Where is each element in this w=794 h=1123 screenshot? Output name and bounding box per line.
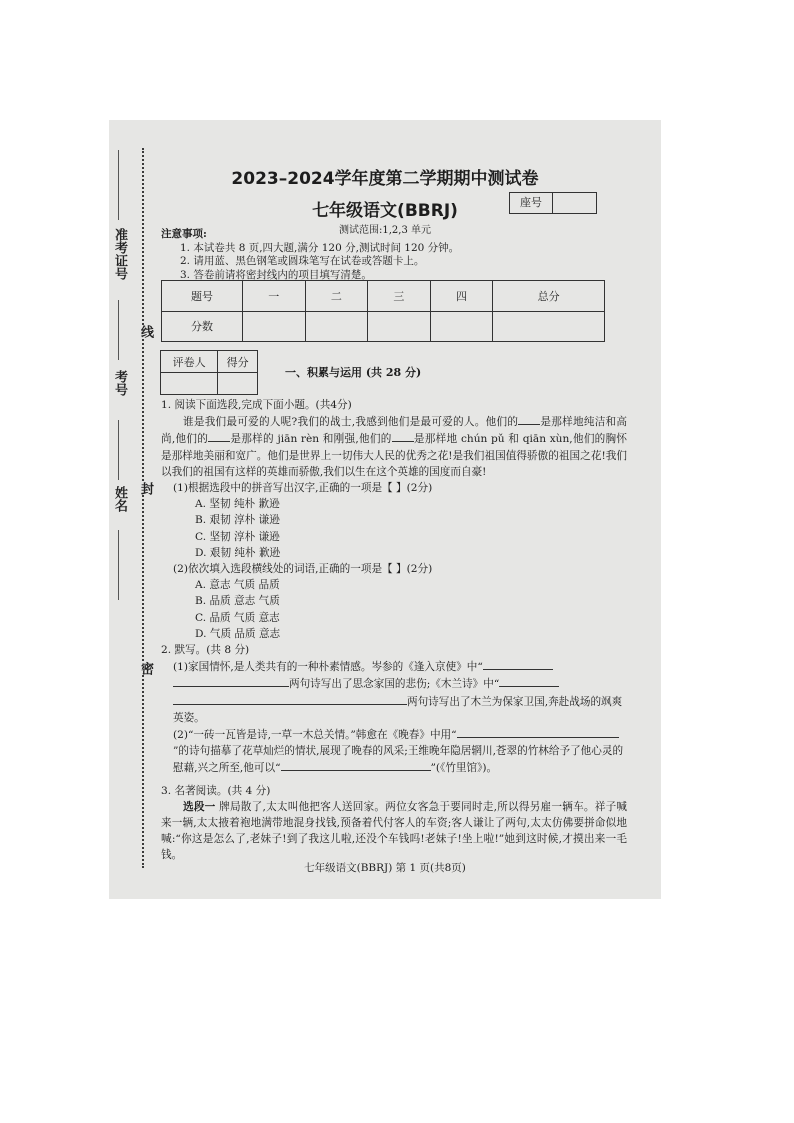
score-col-header: 总分 bbox=[493, 281, 605, 312]
seal-feng-label: 封 bbox=[138, 482, 153, 495]
option[interactable]: D. 气质 品质 意志 bbox=[195, 627, 281, 640]
prompt-text: (2)“一砖一瓦皆是诗,一草一木总关情。”韩愈在《晚春》中用“ bbox=[173, 729, 457, 742]
passage-text: 是那样的 jiān rèn 和刚强,他们的 bbox=[230, 433, 392, 446]
question-2-title: 2. 默写。(共 8 分) bbox=[161, 644, 250, 657]
section-heading: 一、积累与运用 (共 28 分) bbox=[285, 366, 422, 379]
option[interactable]: C. 品质 气质 意志 bbox=[195, 611, 280, 624]
note-item: 2. 请用蓝、黑色钢笔或圆珠笔写在试卷或答题卡上。 bbox=[180, 255, 425, 267]
seat-number-field[interactable] bbox=[553, 193, 596, 213]
answer-blank[interactable] bbox=[351, 759, 431, 771]
question-1-sub1: (1)根据选段中的拼音写出汉字,正确的一项是【 】(2分) bbox=[173, 482, 433, 495]
question-1-sub2-options bbox=[161, 577, 627, 642]
question-1-passage bbox=[161, 413, 627, 480]
question-2-sub1 bbox=[161, 658, 627, 726]
grader-table bbox=[160, 350, 258, 395]
exam-paper bbox=[109, 120, 661, 899]
binding-rule bbox=[118, 420, 119, 480]
passage-text: 是那样地纯洁和高尚,他们的 bbox=[161, 416, 627, 446]
binding-label-exam-id: 准考证号 bbox=[112, 228, 127, 280]
score-cell[interactable] bbox=[305, 311, 368, 342]
prompt-text: 两句诗写出了思念家国的悲伤;《木兰诗》中“ bbox=[289, 678, 500, 691]
seal-dotted-line bbox=[142, 148, 144, 868]
prompt-text: ”的诗句描摹了花草灿烂的情状,展现了晚春的风采;王维晚年隐居辋川,苍翠的竹林给予了他心灵的慰藉,兴之所至,他可以“ bbox=[173, 745, 624, 775]
answer-blank[interactable] bbox=[483, 658, 553, 670]
excerpt-label: 选段一 bbox=[183, 800, 216, 813]
question-3-excerpt bbox=[161, 799, 627, 864]
passage-blank[interactable] bbox=[392, 430, 414, 442]
exam-subtitle: 七年级语文(BBRJ) bbox=[312, 201, 458, 221]
page-footer: 七年级语文(BBRJ) 第 1 页(共8页) bbox=[304, 862, 466, 874]
grader-label: 评卷人 bbox=[161, 351, 218, 373]
answer-blank[interactable] bbox=[529, 726, 619, 738]
option[interactable]: A. 坚韧 纯朴 歉逊 bbox=[195, 498, 280, 511]
score-col-header: 二 bbox=[305, 281, 368, 312]
answer-blank[interactable] bbox=[173, 675, 289, 687]
prompt-text: ”(《竹里馆》)。 bbox=[430, 762, 498, 775]
score-cell[interactable] bbox=[430, 311, 493, 342]
binding-margin bbox=[109, 120, 153, 899]
score-cell[interactable] bbox=[243, 311, 306, 342]
score-col-header: 四 bbox=[430, 281, 493, 312]
question-1-sub2: (2)依次填入选段横线处的词语,正确的一项是【 】(2分) bbox=[173, 563, 433, 576]
score-col-header: 一 bbox=[243, 281, 306, 312]
answer-blank[interactable] bbox=[281, 759, 351, 771]
grader-score-cell[interactable] bbox=[218, 373, 258, 395]
passage-blank[interactable] bbox=[518, 413, 540, 425]
grader-score-label: 得分 bbox=[218, 351, 258, 373]
passage-blank[interactable] bbox=[208, 430, 230, 442]
note-item: 1. 本试卷共 8 页,四大题,满分 120 分,测试时间 120 分钟。 bbox=[180, 241, 460, 254]
score-table bbox=[161, 280, 605, 342]
question-2-sub2 bbox=[161, 726, 627, 777]
score-row-label: 分数 bbox=[162, 311, 243, 342]
option[interactable]: D. 艰韧 纯朴 歉逊 bbox=[195, 546, 281, 559]
exam-title: 2023–2024学年度第二学期期中测试卷 bbox=[231, 169, 539, 189]
option[interactable]: A. 意志 气质 品质 bbox=[195, 579, 280, 592]
excerpt-text: 牌局散了,太太叫他把客人送回家。两位女客急于要同时走,所以得另雇一辆车。祥子喊来一辆,太太掖着袍地满带地混身找钱,预备着代付客人的车资;客人谦让了两句,太太仿佛要拼命似地喊:“你这是怎么了,老妹子!到了我这儿啦,还没个车钱吗!老妹子!坐上啦!”她到这时候,才摸出来一毛钱。 bbox=[161, 800, 628, 862]
exam-notes bbox=[161, 228, 459, 282]
score-cell[interactable] bbox=[368, 311, 431, 342]
answer-blank[interactable] bbox=[457, 726, 529, 738]
prompt-text: 两句诗写出了木兰为保家卫国,奔赴战场的飒爽英姿。 bbox=[173, 695, 623, 724]
seat-label: 座号 bbox=[510, 193, 553, 213]
answer-blank[interactable] bbox=[499, 675, 559, 687]
question-1-sub1-options bbox=[161, 496, 627, 561]
answer-blank[interactable] bbox=[297, 693, 407, 705]
seat-number-box bbox=[509, 192, 597, 214]
binding-label-number: 考号 bbox=[112, 370, 127, 396]
score-row-label: 题号 bbox=[162, 281, 243, 312]
option[interactable]: B. 艰韧 淳朴 谦逊 bbox=[195, 514, 280, 527]
answer-blank[interactable] bbox=[173, 693, 297, 705]
passage-text: 是那样地 chún pǔ 和 qiān xùn,他们的胸怀是那样地美丽和宽广。他们是世界上一切伟大人民的优秀之花!是我们祖国值得骄傲的祖国之花!我们以我们的祖国有这样的英雄而骄傲,我们以生在这个英雄的国度而自豪! bbox=[161, 433, 628, 478]
binding-rule bbox=[118, 530, 119, 600]
question-1-title: 1. 阅读下面选段,完成下面小题。(共4分) bbox=[161, 399, 352, 411]
questions-body bbox=[161, 397, 627, 864]
binding-label-name: 姓名 bbox=[112, 486, 127, 512]
score-col-header: 三 bbox=[368, 281, 431, 312]
binding-rule bbox=[118, 300, 119, 360]
option[interactable]: C. 坚韧 淳朴 谦逊 bbox=[195, 530, 280, 543]
score-cell[interactable] bbox=[493, 311, 605, 342]
passage-text: 谁是我们最可爱的人呢?我们的战士,我感到他们是最可爱的人。他们的 bbox=[183, 416, 519, 429]
seal-line-label: 线 bbox=[138, 325, 153, 338]
prompt-text: (1)家国情怀,是人类共有的一种朴素情感。岑参的《逢入京使》中“ bbox=[173, 661, 483, 674]
note-item: 3. 答卷前请将密封线内的项目填写清楚。 bbox=[180, 268, 372, 281]
option[interactable]: B. 品质 意志 气质 bbox=[195, 595, 280, 608]
question-3-title: 3. 名著阅读。(共 4 分) bbox=[161, 784, 271, 797]
notes-heading: 注意事项: bbox=[161, 228, 207, 240]
seal-mi-label: 密 bbox=[138, 662, 153, 675]
grader-cell[interactable] bbox=[161, 373, 218, 395]
test-scope: 测试范围:1,2,3 单元 bbox=[339, 225, 431, 236]
